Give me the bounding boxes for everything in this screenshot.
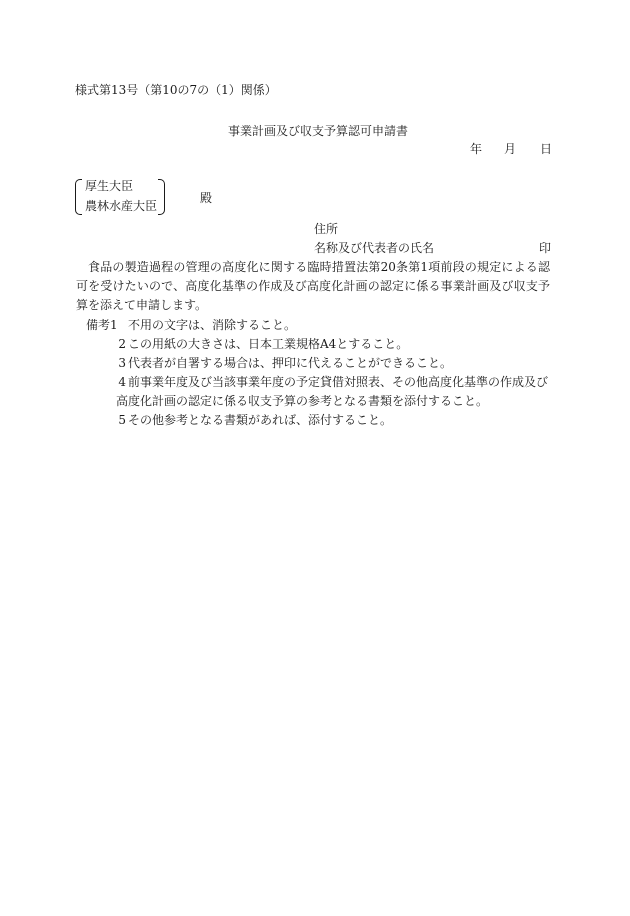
body-paragraph: 食品の製造過程の管理の高度化に関する臨時措置法第20条第1項前段の規定による認可を受けたいので、高度化基準の作成及び高度化計画の認定に係る事業計画及び収支予算を添えて申請します。 [76,260,550,312]
right-bracket [158,179,165,215]
body-text [76,258,550,315]
addressee-minister-agriculture: 農林水産大臣 [85,199,158,213]
note-text: 代表者が自署する場合は、押印に代えることができること。 [128,356,453,370]
note-item [76,335,550,354]
date-line [470,141,552,157]
honorific: 殿 [200,191,213,205]
note-label: 3 [118,356,126,370]
notes-list [76,316,550,430]
note-item [76,411,550,430]
note-label: 4 [118,375,126,389]
note-text: 不用の文字は、消除すること。 [128,318,297,332]
note-item [76,354,550,373]
note-text: 前事業年度及び当該事業年度の予定貸借対照表、その他高度化基準の作成及び高度化計画の認定に係る収支予算の参考となる書類を添付すること。 [116,375,549,408]
address-label: 住所 [314,222,339,236]
note-label: 2 [118,337,126,351]
document-title: 事業計画及び収支予算認可申請書 [228,124,409,138]
date-year-label: 年 [470,142,483,156]
note-label: 5 [118,413,126,427]
seal-label: 印 [539,241,552,255]
date-month-label: 月 [504,142,517,156]
note-label: 備考1 [86,318,118,332]
addressee-minister-health: 厚生大臣 [85,179,134,193]
note-item [76,373,550,411]
note-text: この用紙の大きさは、日本工業規格A4とすること。 [128,337,409,351]
note-text: その他参考となる書類があれば、添付すること。 [128,413,393,427]
left-bracket [75,179,82,215]
note-item [76,316,550,335]
addressee-block [72,178,170,214]
name-label: 名称及び代表者の氏名 [314,241,435,255]
form-number: 様式第13号（第10の7の（1）関係） [75,83,277,97]
date-day-label: 日 [540,142,553,156]
